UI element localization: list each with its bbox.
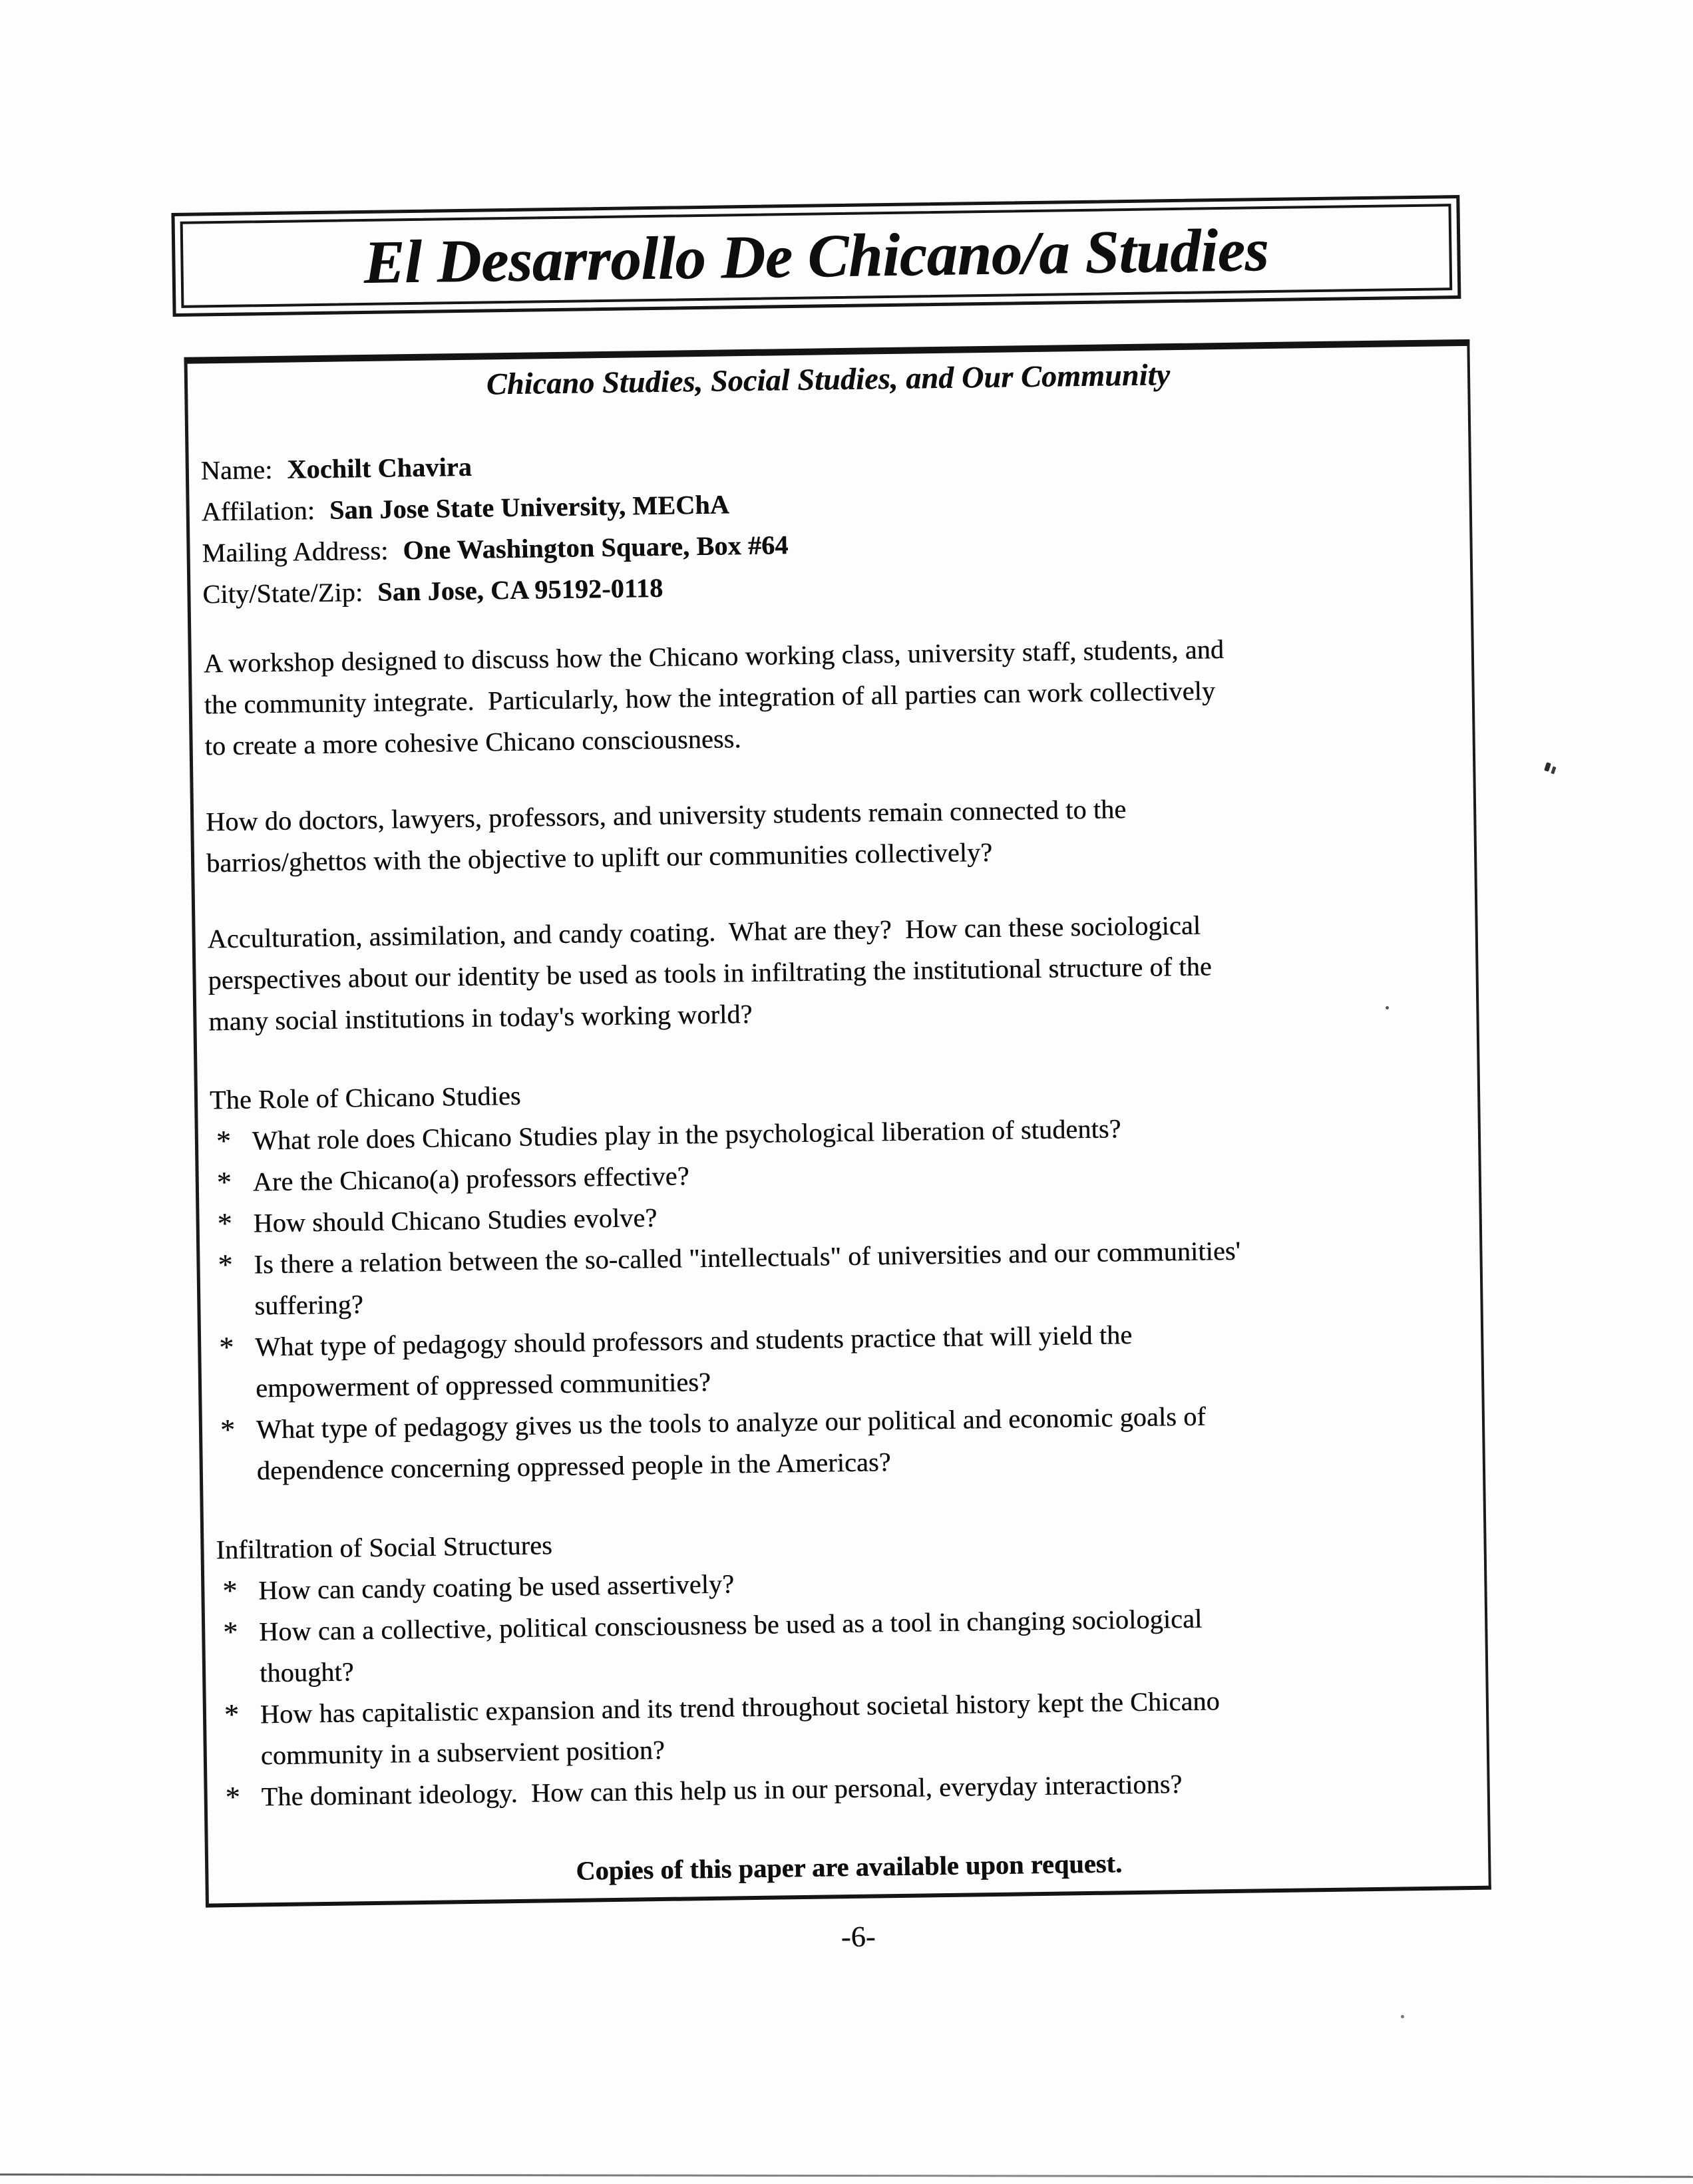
copies-available-note: Copies of this paper are available upon request. — [576, 1848, 1123, 1886]
workshop-heading: Chicano Studies, Social Studies, and Our Community — [486, 357, 1171, 401]
affiliation-label: Affilation: — [201, 495, 315, 527]
bullet-text: Are the Chicano(a) professors effective? — [252, 1161, 689, 1197]
bullet-text: How should Chicano Studies evolve? — [253, 1202, 658, 1238]
mailing-address-value: One Washington Square, Box #64 — [403, 530, 789, 566]
asterisk-marker: * — [216, 1165, 232, 1199]
name-value: Xochilt Chavira — [287, 451, 472, 484]
asterisk-marker: * — [220, 1413, 236, 1447]
city-state-zip-value: San Jose, CA 95192-0118 — [377, 572, 663, 607]
section-heading: The Role of Chicano Studies — [209, 1080, 521, 1115]
bullet-text: How can candy coating be used assertively? — [258, 1568, 735, 1606]
section-infiltration-of-social-structures — [216, 1512, 1477, 1818]
asterisk-marker: * — [222, 1574, 238, 1608]
bullet-text: How can a collective, political consciousness be used as a tool in changing sociological thought? — [258, 1603, 1203, 1688]
asterisk-marker: * — [217, 1206, 233, 1240]
page-number: -6- — [841, 1920, 876, 1954]
section-heading: Infiltration of Social Structures — [216, 1530, 553, 1565]
bullet-item — [214, 1392, 1473, 1492]
contact-info-block — [200, 433, 1459, 615]
name-label: Name: — [200, 454, 273, 486]
bullet-text: What role does Chicano Studies play in the psychological liberation of students? — [252, 1113, 1121, 1156]
asterisk-marker: * — [224, 1698, 240, 1731]
asterisk-marker: * — [216, 1124, 232, 1158]
bullet-text: How has capitalistic expansion and its trend throughout societal history kept the Chicano community in a subservient position? — [260, 1686, 1221, 1771]
city-state-zip-label: City/State/Zip: — [202, 577, 363, 610]
scan-dot — [1401, 2015, 1404, 2018]
paragraph-acculturation-question: Acculturation, assimilation, and candy coating. What are they? How can these sociological perspectives about our identity be used as tools in infiltrating the institutional structure of the many social institutions in today's working world? — [207, 910, 1213, 1037]
bullet-text: What type of pedagogy gives us the tools to analyze our political and economic goals of dependence concerning oppressed people in the Americas? — [256, 1401, 1207, 1486]
asterisk-marker: * — [222, 1615, 238, 1649]
asterisk-marker: * — [218, 1330, 234, 1364]
document-title: El Desarrollo De Chicano/a Studies — [363, 216, 1269, 297]
bullet-text: The dominant ideology. How can this help us in our personal, everyday interactions? — [261, 1769, 1183, 1812]
mailing-address-label: Mailing Address: — [202, 535, 389, 568]
paragraph-doctors-question: How do doctors, lawyers, professors, and university students remain connected to the barrios/ghettos with the objective to uplift our communities collectively? — [205, 794, 1127, 878]
affiliation-value: San Jose State University, MEChA — [329, 489, 730, 525]
workshop-content-box — [184, 339, 1491, 1908]
asterisk-marker: * — [218, 1248, 234, 1282]
asterisk-marker: * — [225, 1780, 241, 1814]
paragraph-workshop-description: A workshop designed to discuss how the Chicano working class, university staff, students, and the community integrate. Particularly, how the integration of all parties can work collectively to create a more cohesive Chicano consciousness. — [203, 634, 1224, 761]
section-role-of-chicano-studies — [210, 1062, 1472, 1492]
scan-dot — [1386, 1006, 1389, 1009]
bullet-text: What type of pedagogy should professors and students practice that will yield the empowerment of oppressed communities? — [254, 1320, 1133, 1403]
title-banner-inner-rule — [180, 204, 1453, 308]
title-banner-box — [171, 195, 1461, 317]
bullet-text: Is there a relation between the so-called "intellectuals" of universities and our communities' suffering? — [254, 1235, 1241, 1321]
